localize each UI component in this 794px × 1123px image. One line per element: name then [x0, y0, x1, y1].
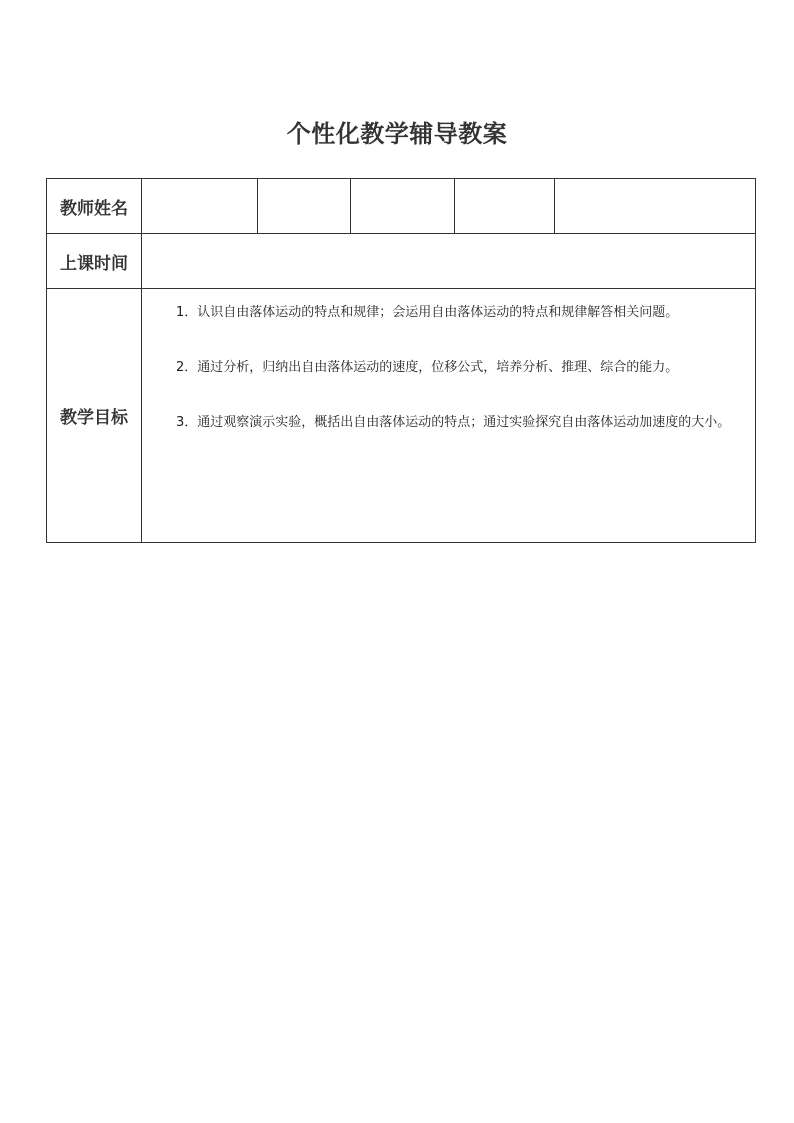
teacher-name-cell-3[interactable]: [351, 179, 455, 234]
document-title: 个性化教学辅导教案: [286, 120, 508, 148]
teacher-name-cell-5[interactable]: [555, 179, 756, 234]
class-time-label: 上课时间: [47, 234, 142, 289]
teacher-name-cell-1[interactable]: [142, 179, 258, 234]
class-time-cell[interactable]: [142, 234, 756, 289]
goal-item-2: 2．通过分析，归纳出自由落体运动的速度，位移公式，培养分析、推理、综合的能力。: [176, 360, 679, 375]
goal-item-1: 1．认识自由落体运动的特点和规律；会运用自由落体运动的特点和规律解答相关问题。: [176, 305, 679, 320]
teaching-goals-cell: [142, 289, 756, 543]
teacher-name-row: [47, 179, 756, 234]
teaching-goals-label: 教学目标: [47, 289, 142, 543]
teacher-name-cell-2[interactable]: [258, 179, 351, 234]
teacher-name-label: 教师姓名: [47, 179, 142, 234]
teaching-goals-row: [47, 289, 756, 543]
goal-item-3: 3．通过观察演示实验，概括出自由落体运动的特点；通过实验探究自由落体运动加速度的大小。: [176, 415, 731, 430]
class-time-row: [47, 234, 756, 289]
teacher-name-cell-4[interactable]: [455, 179, 555, 234]
lesson-plan-table: [46, 178, 756, 543]
